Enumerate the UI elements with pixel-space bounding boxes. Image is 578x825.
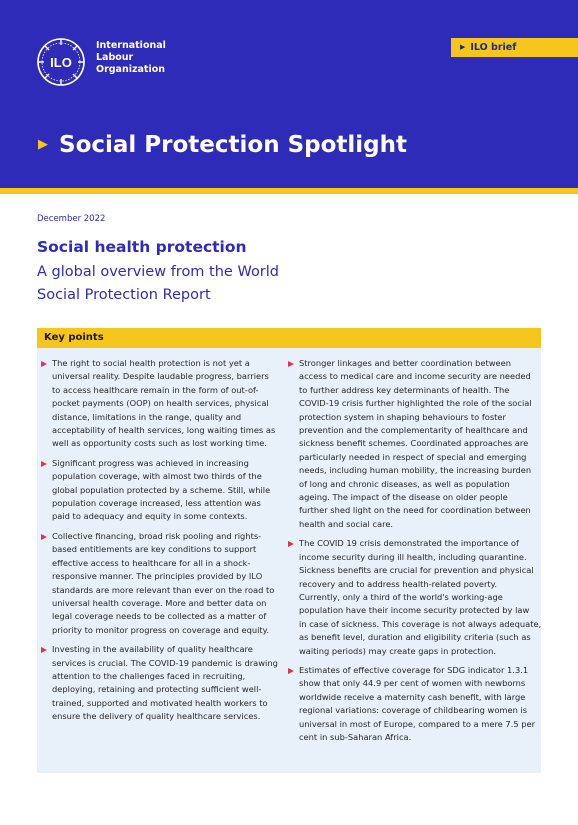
key-point-text-line: recovery and to address health-related poverty. bbox=[299, 578, 498, 589]
triangle-right-icon: ▶ bbox=[38, 137, 48, 152]
logo-lettering: ILO bbox=[50, 55, 72, 70]
key-point-item bbox=[285, 537, 542, 658]
key-point-text-line: show that only 44.9 per cent of women with newborns bbox=[299, 678, 526, 689]
key-point-text-line: legal coverage needs to be collected as a matter of bbox=[52, 611, 267, 622]
org-name-line: International bbox=[96, 40, 166, 51]
key-point-text-line: Significant progress was achieved in increasing bbox=[52, 457, 249, 468]
key-point-item bbox=[38, 643, 278, 723]
subtitle-line: A global overview from the World bbox=[37, 264, 280, 280]
key-point-item bbox=[38, 357, 274, 451]
key-points-left-column bbox=[38, 357, 278, 730]
key-point-text-line: attention to the challenges faced in recruiting, bbox=[52, 670, 246, 681]
key-point-text-line: health and social care. bbox=[299, 518, 394, 529]
triangle-right-icon: ▶ bbox=[460, 43, 466, 51]
brief-type-tag bbox=[451, 38, 578, 57]
key-points-heading: Key points bbox=[37, 328, 541, 348]
key-point-text-line: worldwide receive a maternity cash benefit, with large bbox=[299, 691, 526, 702]
key-points-right-column bbox=[285, 357, 542, 750]
key-point-text-line: ensure the delivery of quality healthcare services. bbox=[52, 711, 261, 722]
bullet-triangle-icon bbox=[41, 534, 47, 540]
key-point-text-line: ageing. The impact of the disease on older people bbox=[299, 492, 508, 503]
key-point-text-line: population have their income security protected by law bbox=[299, 605, 530, 616]
key-point-text-line: standards are more relevant than ever on the road to bbox=[52, 584, 275, 595]
key-point-text-line: of long and chronic diseases, as well as population bbox=[299, 478, 510, 489]
key-point-text-line: prevention and the complementarity of healthcare and bbox=[299, 425, 528, 436]
key-point-text-line: as benefit level, duration and eligibility criteria (such as bbox=[299, 632, 531, 643]
key-point-text-line: further shed light on the need for coordination between bbox=[299, 505, 531, 516]
key-point-text-line: sickness benefit schemes. Coordinated approaches are bbox=[299, 438, 529, 449]
key-point-text-line: services is crucial. The COVID-19 pandemic is drawing bbox=[52, 657, 278, 668]
ilo-logo bbox=[36, 37, 86, 87]
key-point-text-line: population coverage increased, less attention was bbox=[52, 498, 261, 509]
document-title: Social health protection bbox=[37, 238, 247, 256]
key-point-text-line: protection system in shaping behaviours to foster bbox=[299, 411, 506, 422]
key-point-text-line: distance, limitations in the range, quality and bbox=[52, 411, 242, 422]
key-point-item bbox=[38, 457, 274, 524]
key-point-text-line: Currently, only a third of the world's working-age bbox=[299, 591, 503, 602]
key-point-item bbox=[285, 357, 532, 531]
document-subtitle bbox=[37, 261, 279, 307]
publication-date: December 2022 bbox=[37, 214, 106, 224]
key-point-item bbox=[38, 530, 274, 637]
key-point-text-line: needs, including human mobility, the increasing burden bbox=[299, 465, 532, 476]
key-point-text-line: COVID-19 crisis further highlighted the role of the social bbox=[299, 398, 532, 409]
key-point-text-line: pocket payments (OOP) on health services, physical bbox=[52, 398, 269, 409]
key-point-text-line: Sickness benefits are crucial for prevention and physical bbox=[299, 565, 534, 576]
key-point-text-line: cent in sub-Saharan Africa. bbox=[299, 731, 412, 742]
org-name-line: Labour bbox=[96, 52, 134, 63]
key-point-text-line: trained, supported and motivated health workers to bbox=[52, 697, 268, 708]
header-banner bbox=[0, 0, 578, 190]
key-point-text-line: to further address key determinants of health. The bbox=[299, 384, 510, 395]
key-point-text-line: Collective financing, broad risk pooling and rights- bbox=[52, 530, 262, 541]
header-accent-stripe bbox=[0, 188, 578, 194]
key-point-text-line: waiting periods) may create gaps in protection. bbox=[299, 645, 497, 656]
key-point-text-line: Estimates of effective coverage for SDG indicator 1.3.1 bbox=[299, 664, 529, 675]
bullet-triangle-icon bbox=[41, 361, 47, 367]
key-point-text-line: income security during ill health, including quarantine. bbox=[299, 551, 527, 562]
key-point-text-line: The COVID 19 crisis demonstrated the importance of bbox=[299, 538, 519, 549]
bullet-triangle-icon bbox=[41, 647, 47, 653]
bullet-triangle-icon bbox=[288, 541, 294, 547]
key-point-text-line: universal reality. Despite laudable progress, barriers bbox=[52, 371, 269, 382]
key-point-text-line: in case of sickness. This coverage is not always adequate, bbox=[299, 618, 542, 629]
key-point-text-line: universal in most of Europe, compared to a mere 7.5 per bbox=[299, 718, 536, 729]
subtitle-line: Social Protection Report bbox=[37, 287, 211, 303]
key-point-text-line: well as opportunity costs such as lost working time. bbox=[52, 438, 267, 449]
bullet-triangle-icon bbox=[41, 461, 47, 467]
key-point-text-line: Stronger linkages and better coordination between bbox=[299, 358, 512, 368]
key-point-text-line: particularly needed in respect of special and emerging bbox=[299, 451, 527, 462]
key-point-text-line: access to medical care and income security are needed bbox=[299, 371, 531, 382]
bullet-triangle-icon bbox=[288, 668, 294, 674]
key-point-text-line: universal health coverage. More and better data on bbox=[52, 597, 267, 608]
key-point-text-line: paid to adequacy and equity in some contexts. bbox=[52, 511, 248, 522]
key-point-text-line: global population protected by a scheme. Still, while bbox=[52, 484, 271, 495]
bullet-triangle-icon bbox=[288, 361, 294, 367]
key-point-text-line: Investing in the availability of quality healthcare bbox=[52, 644, 253, 655]
key-point-text-line: acceptability of health services, long waiting times as bbox=[52, 425, 276, 436]
organization-name bbox=[96, 40, 196, 76]
brief-tag-label: ILO brief bbox=[470, 42, 517, 53]
series-title-text: Social Protection Spotlight bbox=[59, 132, 408, 158]
org-name-line: Organization bbox=[96, 64, 166, 75]
key-point-text-line: based entitlements are key conditions to support bbox=[52, 544, 257, 555]
key-point-text-line: responsive manner. The principles provided by ILO bbox=[52, 571, 263, 582]
key-point-text-line: priority to monitor progress on coverage and equity. bbox=[52, 624, 270, 635]
key-point-text-line: The right to social health protection is not yet a bbox=[52, 358, 250, 368]
key-point-text-line: to access healthcare remain in the form of out-of- bbox=[52, 384, 259, 395]
key-point-text-line: population coverage, with almost two thirds of the bbox=[52, 471, 262, 482]
key-point-text-line: effective access to healthcare for all in a shock- bbox=[52, 557, 251, 568]
key-point-text-line: deploying, retaining and protecting sufficient well- bbox=[52, 684, 262, 695]
key-point-text-line: regional variations: coverage of childbearing women is bbox=[299, 705, 528, 716]
key-point-item bbox=[285, 664, 536, 744]
series-title bbox=[38, 129, 407, 161]
